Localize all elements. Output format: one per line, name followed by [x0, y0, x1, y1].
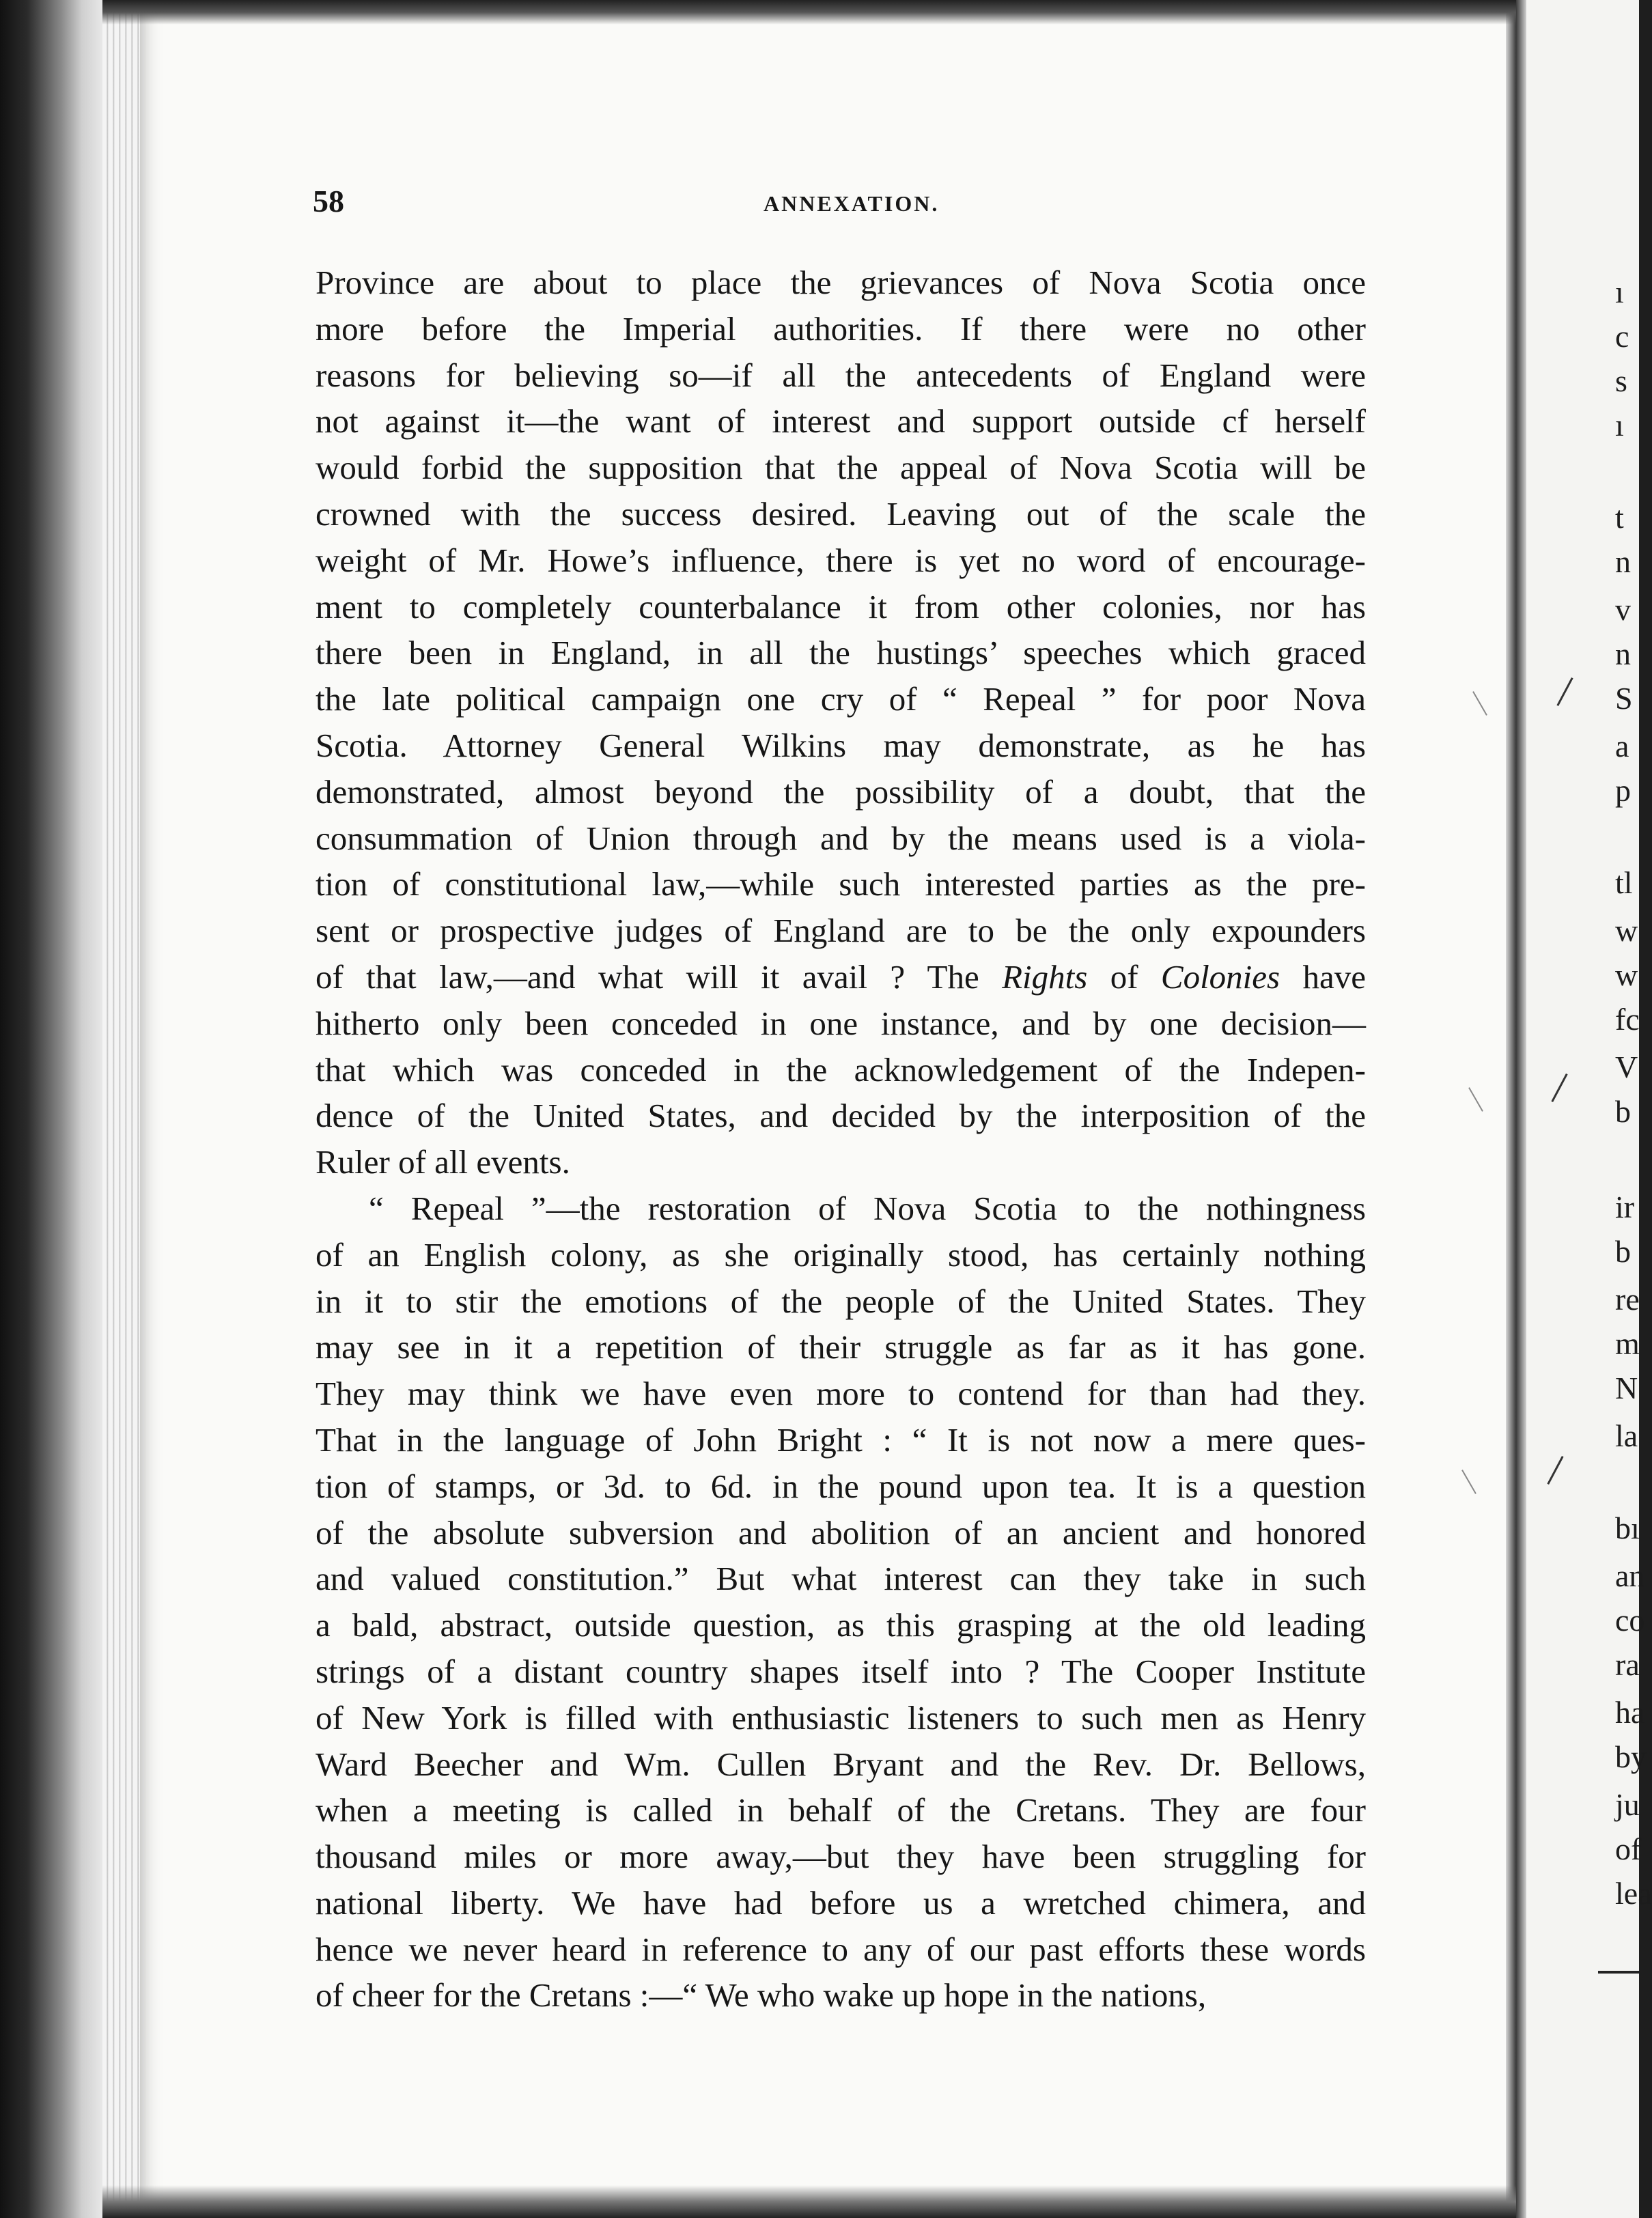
facing-page-fragment: re — [1615, 1282, 1640, 1317]
text-line: sent or prospective judges of England are to be the only expounders — [316, 912, 1366, 950]
text-line: Ward Beecher and Wm. Cullen Bryant and the Rev. Dr. Bellows, — [316, 1745, 1366, 1783]
page-number: 58 — [313, 184, 344, 219]
text-line: Ruler of all events. — [316, 1143, 570, 1181]
facing-page-fragment: tl — [1615, 865, 1633, 900]
text-line: That in the language of John Bright : “ It is not now a mere ques- — [316, 1420, 1366, 1459]
running-head: ANNEXATION. — [764, 191, 940, 216]
text-line: They may think we have even more to contend for than had they. — [316, 1375, 1366, 1413]
text-line: Province are about to place the grievances of Nova Scotia once — [316, 264, 1366, 301]
page-edges — [102, 0, 143, 2218]
text-line: consummation of Union through and by the means used is a viola- — [316, 819, 1366, 857]
facing-page-fragment: by — [1615, 1739, 1647, 1774]
text-line: in it to stir the emotions of the people of the United States. They — [316, 1282, 1366, 1320]
facing-page-rule — [1598, 1971, 1639, 1974]
text-line: would forbid the supposition that the appeal of Nova Scotia will be — [316, 449, 1366, 487]
facing-page-fragment: co — [1615, 1603, 1645, 1638]
facing-page-fragment: b — [1615, 1094, 1631, 1129]
facing-page-fragment: fc — [1615, 1002, 1640, 1037]
text-line: hitherto only been conceded in one instance, and by one decision— — [316, 1004, 1366, 1042]
facing-page-fragment: of — [1615, 1831, 1642, 1866]
text-line: tion of constitutional law,—while such interested parties as the pre- — [316, 865, 1366, 903]
facing-page-fragment: t — [1615, 500, 1624, 535]
text-line: crowned with the success desired. Leaving out of the scale the — [316, 494, 1366, 533]
book-gutter — [1506, 0, 1526, 2218]
facing-page-fragment: m — [1615, 1326, 1640, 1361]
text-line: hence we never heard in reference to any of our past efforts these words — [316, 1930, 1366, 1968]
text-line: ment to completely counterbalance it from other colonies, nor has — [316, 587, 1366, 626]
facing-page-fragment: c — [1615, 319, 1629, 354]
text-line: more before the Imperial authorities. If there were no other — [316, 309, 1366, 348]
text-line: and valued constitution.” But what interest can they take in such — [316, 1560, 1366, 1598]
text-line: not against it—the want of interest and support outside cf herself — [316, 402, 1366, 440]
facing-page-fragment: v — [1615, 592, 1631, 627]
text-line: there been in England, in all the hustings’ speeches which graced — [316, 634, 1366, 672]
book-binding-edge — [0, 0, 102, 2218]
facing-page-fragment: n — [1615, 636, 1631, 671]
bottom-shadow — [102, 2185, 1516, 2218]
facing-page-fragment: N — [1615, 1371, 1638, 1405]
facing-page-fragment: p — [1615, 773, 1631, 808]
text-line: tion of stamps, or 3d. to 6d. in the pound upon tea. It is a question — [316, 1467, 1366, 1505]
facing-page-fragment: la — [1615, 1418, 1638, 1453]
text-line: that which was conceded in the acknowledgement of the Indepen- — [316, 1050, 1366, 1089]
facing-page-fragment: an — [1615, 1558, 1645, 1593]
text-line: of New York is filled with enthusiastic listeners to such men as Henry — [316, 1698, 1366, 1737]
facing-page-fragment: ju — [1615, 1787, 1640, 1822]
text-line: of the absolute subversion and abolition of an ancient and honored — [316, 1513, 1366, 1552]
facing-page-fragment: w — [1615, 957, 1638, 992]
text-line: when a meeting is called in behalf of the Cretans. They are four — [316, 1791, 1366, 1829]
text-line: national liberty. We have had before us a wretched chimera, and — [316, 1883, 1366, 1922]
facing-page-fragment: ra — [1615, 1647, 1640, 1682]
text-line: weight of Mr. Howe’s influence, there is yet no word of encourage- — [316, 541, 1366, 579]
facing-page-fragment: s — [1615, 363, 1627, 398]
body-text — [316, 259, 1366, 2019]
text-line: the late political campaign one cry of “ Repeal ” for poor Nova — [316, 680, 1366, 718]
text-line: may see in it a repetition of their struggle as far as it has gone. — [316, 1328, 1366, 1366]
facing-page-fragment: n — [1615, 544, 1631, 579]
facing-page-fragment: ı — [1615, 275, 1624, 309]
text-line: reasons for believing so—if all the antecedents of England were — [316, 356, 1366, 394]
text-line: of an English colony, as she originally stood, has certainly nothing — [316, 1235, 1366, 1274]
page-header — [313, 183, 1366, 224]
facing-page-fragment: a — [1615, 729, 1629, 763]
text-line: demonstrated, almost beyond the possibility of a doubt, that the — [316, 772, 1366, 811]
facing-page-fragment: ı — [1615, 408, 1624, 443]
text-line: Scotia. Attorney General Wilkins may demonstrate, as he has — [316, 726, 1366, 764]
facing-page-fragment: V — [1615, 1050, 1638, 1084]
text-line: “ Repeal ”—the restoration of Nova Scotia to the nothingness — [369, 1189, 1366, 1227]
text-line: dence of the United States, and decided by the interposition of the — [316, 1097, 1366, 1135]
facing-page-fragment: ha — [1615, 1695, 1645, 1730]
facing-page-fragment: b — [1615, 1234, 1631, 1269]
text-line: of cheer for the Cretans :—“ We who wake up hope in the nations, — [316, 1976, 1207, 2015]
facing-page-fragment: S — [1615, 681, 1633, 716]
text-line: a bald, abstract, outside question, as this grasping at the old leading — [316, 1606, 1366, 1644]
text-line: strings of a distant country shapes itself into ? The Cooper Institute — [316, 1652, 1366, 1690]
facing-page-fragment: bı — [1615, 1511, 1640, 1545]
facing-page-fragment: lea — [1615, 1876, 1652, 1911]
top-shadow — [102, 0, 1516, 25]
facing-page-fragment: ir — [1615, 1190, 1635, 1224]
text-line: of that law,—and what will it avail ? The Rights of Colonies have — [316, 957, 1366, 996]
text-line: thousand miles or more away,—but they have been struggling for — [316, 1838, 1366, 1876]
facing-page-fragment: w — [1615, 913, 1638, 948]
